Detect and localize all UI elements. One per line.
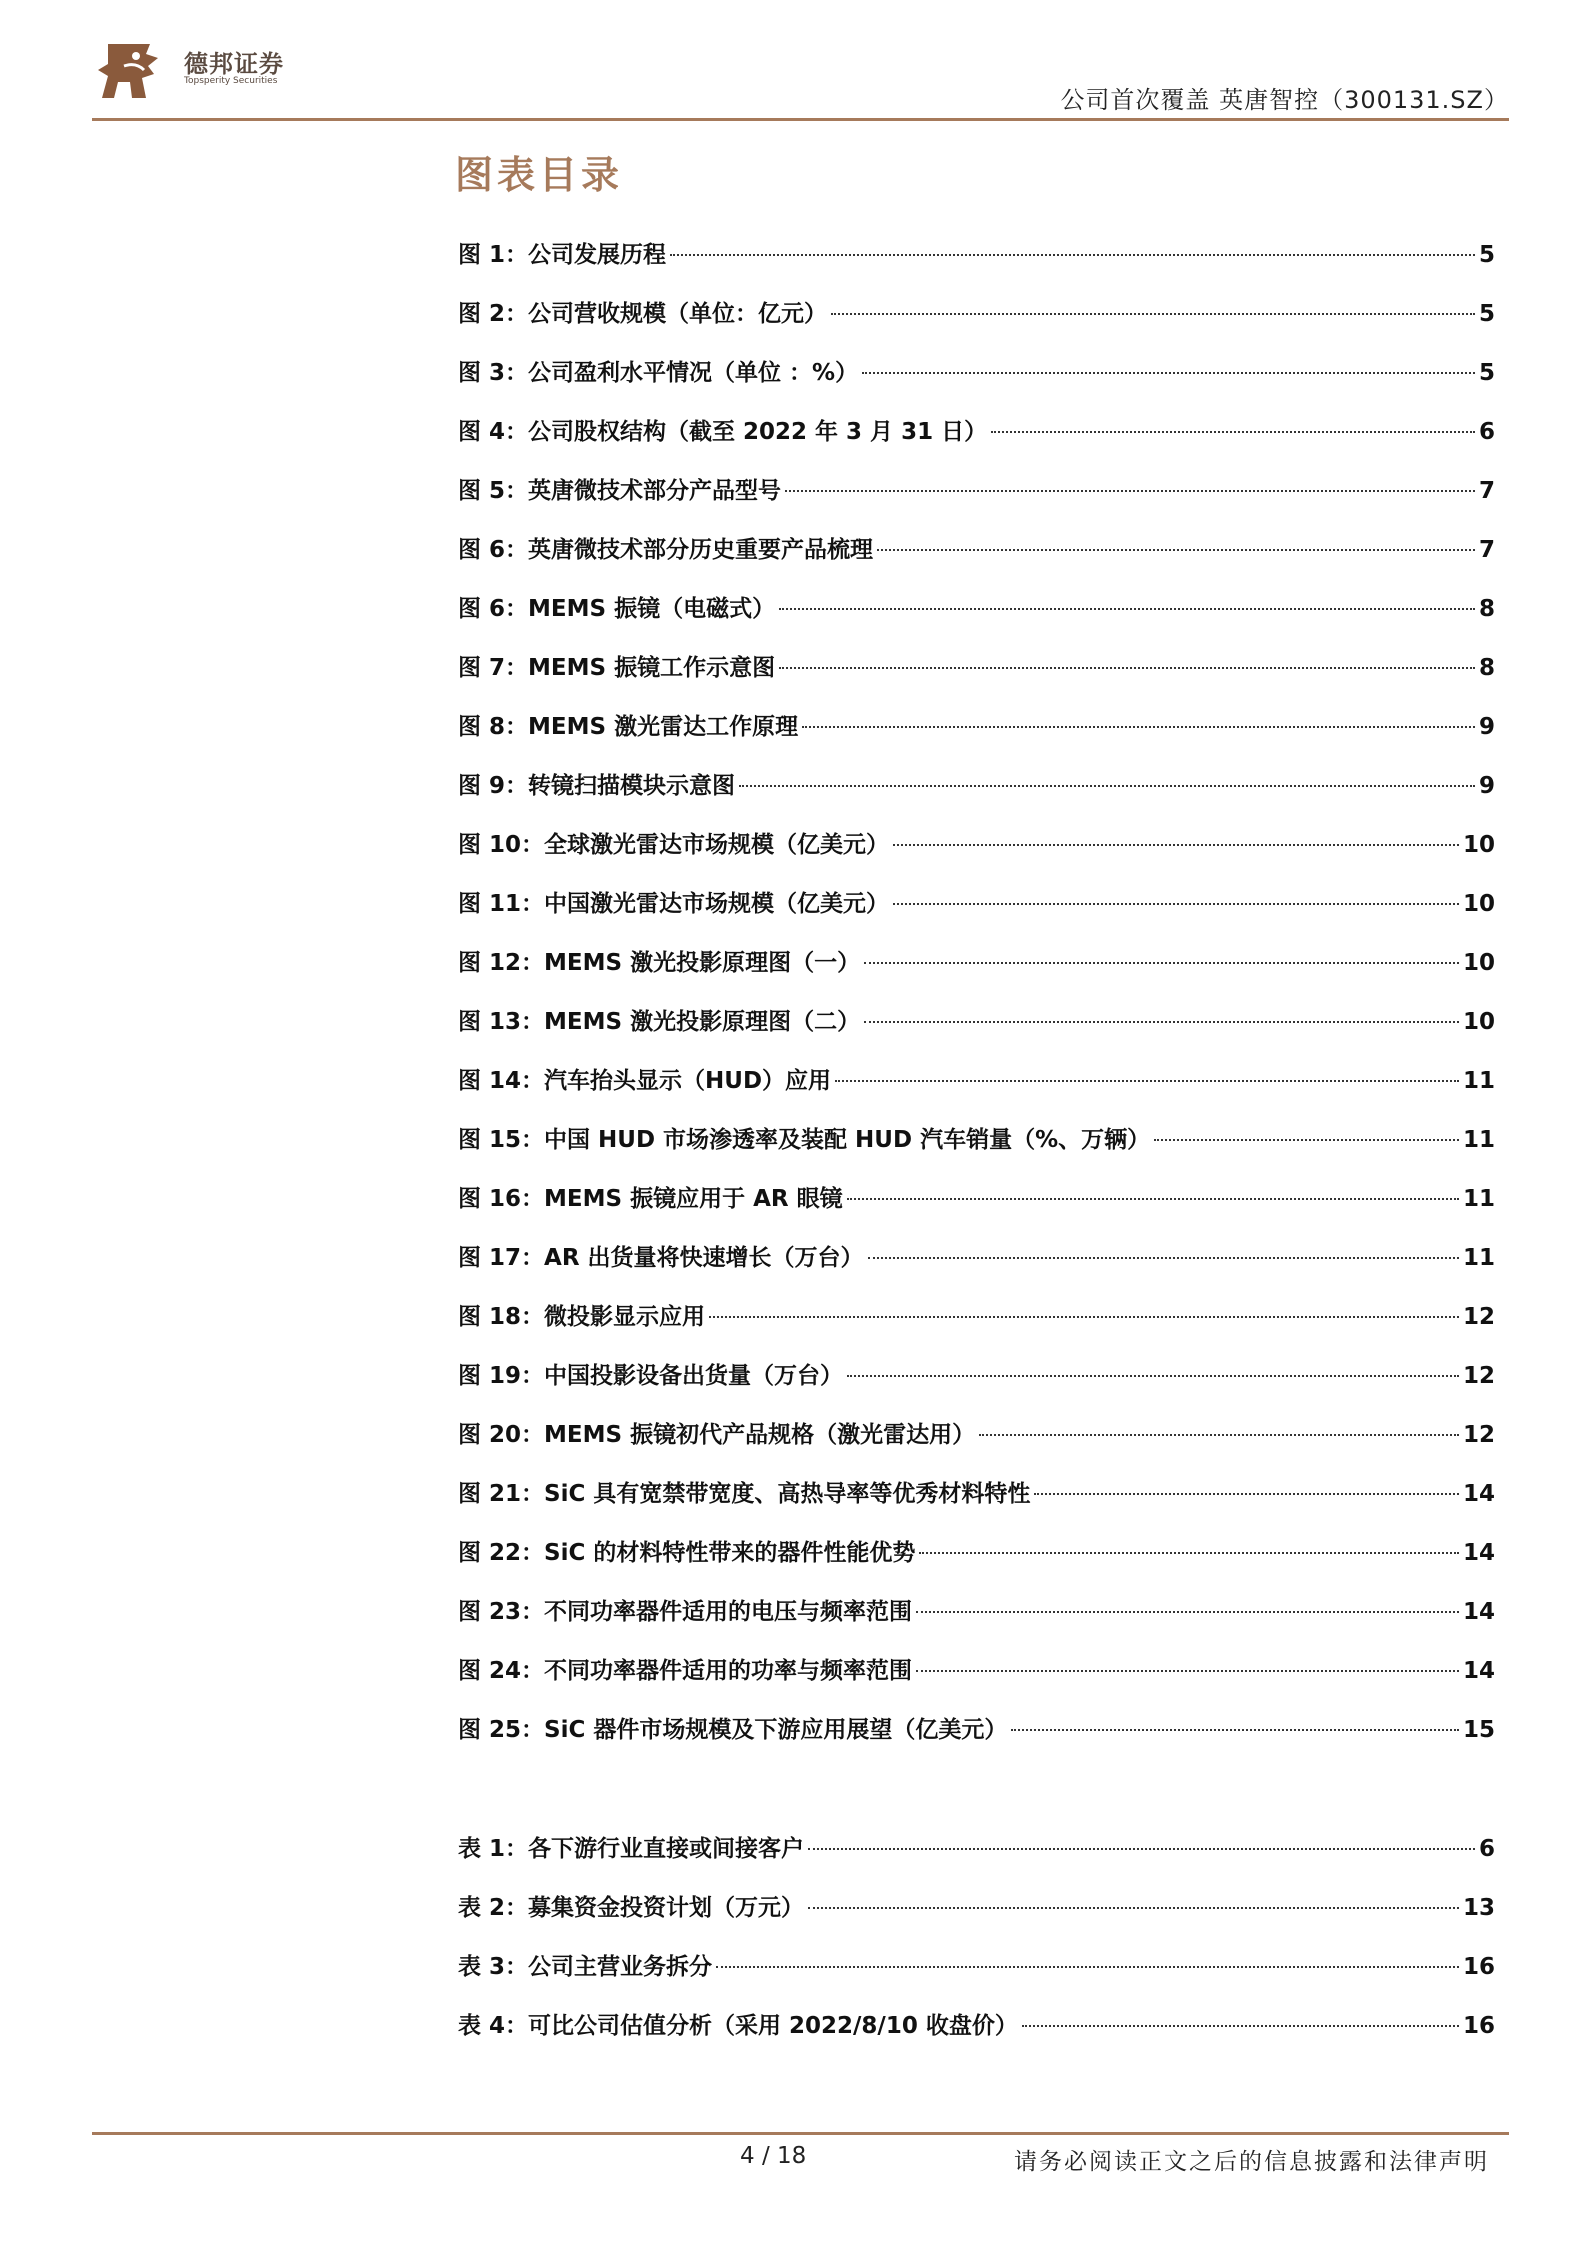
toc-leader-dots xyxy=(1022,2025,1459,2027)
toc-entry-label: 表 4：可比公司估值分析（采用 2022/8/10 收盘价） xyxy=(458,2013,1018,2039)
toc-leader-dots xyxy=(831,313,1475,315)
toc-leader-dots xyxy=(739,785,1475,787)
toc-entry[interactable] xyxy=(458,767,1495,826)
toc-entry[interactable] xyxy=(458,236,1495,295)
toc-leader-dots xyxy=(779,608,1475,610)
disclaimer-note: 请务必阅读正文之后的信息披露和法律声明 xyxy=(1014,2149,1489,2175)
toc-entry-page: 11 xyxy=(1462,1186,1495,1212)
toc-entry[interactable] xyxy=(458,413,1495,472)
toc-entry-page: 6 xyxy=(1478,419,1495,445)
toc-entry-page: 8 xyxy=(1478,655,1495,681)
toc-entry-page: 9 xyxy=(1478,714,1495,740)
toc-entry-label: 图 13：MEMS 激光投影原理图（二） xyxy=(458,1009,861,1035)
toc-entry[interactable] xyxy=(458,1062,1495,1121)
toc-entry-label: 图 14：汽车抬头显示（HUD）应用 xyxy=(458,1068,832,1094)
toc-entry-label: 图 24：不同功率器件适用的功率与频率范围 xyxy=(458,1658,913,1684)
toc-entry-page: 5 xyxy=(1478,242,1495,268)
toc-entry[interactable] xyxy=(458,354,1495,413)
toc-entry-label: 图 6：英唐微技术部分历史重要产品梳理 xyxy=(458,537,874,563)
toc-entry[interactable] xyxy=(458,1298,1495,1357)
toc-leader-dots xyxy=(716,1966,1459,1968)
toc-entry[interactable] xyxy=(458,531,1495,590)
toc-entry-page: 16 xyxy=(1462,2013,1495,2039)
toc-entry-page: 10 xyxy=(1462,950,1495,976)
toc-entry[interactable] xyxy=(458,472,1495,531)
toc-entry-page: 13 xyxy=(1462,1895,1495,1921)
toc-entry-label: 图 1：公司发展历程 xyxy=(458,242,667,268)
toc-leader-dots xyxy=(877,549,1475,551)
toc-entry-page: 6 xyxy=(1478,1836,1495,1862)
toc-entry-label: 图 25：SiC 器件市场规模及下游应用展望（亿美元） xyxy=(458,1717,1008,1743)
toc-entry[interactable] xyxy=(458,1534,1495,1593)
toc-entry-label: 图 6：MEMS 振镜（电磁式） xyxy=(458,596,776,622)
toc-entry[interactable] xyxy=(458,885,1495,944)
logo-name-cn: 德邦证券 xyxy=(184,50,284,78)
toc-entry-page: 14 xyxy=(1462,1599,1495,1625)
toc-entry[interactable] xyxy=(458,944,1495,1003)
toc-entry-label: 图 16：MEMS 振镜应用于 AR 眼镜 xyxy=(458,1186,843,1212)
toc-leader-dots xyxy=(785,490,1475,492)
toc-entry[interactable] xyxy=(458,1121,1495,1180)
toc-entry[interactable] xyxy=(458,295,1495,354)
toc-leader-dots xyxy=(847,1375,1459,1377)
toc-leader-dots xyxy=(1034,1493,1459,1495)
toc-entry-page: 5 xyxy=(1478,360,1495,386)
toc-entry[interactable] xyxy=(458,1003,1495,1062)
toc-entry-label: 图 7：MEMS 振镜工作示意图 xyxy=(458,655,776,681)
toc-entry-label: 图 15：中国 HUD 市场渗透率及装配 HUD 汽车销量（%、万辆） xyxy=(458,1127,1151,1153)
toc-entry[interactable] xyxy=(458,1416,1495,1475)
toc-entry-label: 图 10：全球激光雷达市场规模（亿美元） xyxy=(458,832,890,858)
toc-leader-dots xyxy=(919,1552,1459,1554)
toc-entry-page: 12 xyxy=(1462,1304,1495,1330)
toc-entry-label: 图 12：MEMS 激光投影原理图（一） xyxy=(458,950,861,976)
toc-entry-label: 图 2：公司营收规模（单位：亿元） xyxy=(458,301,828,327)
toc-leader-dots xyxy=(847,1198,1459,1200)
toc-entry[interactable] xyxy=(458,708,1495,767)
toc-leader-dots xyxy=(979,1434,1459,1436)
toc-leader-dots xyxy=(893,844,1459,846)
toc-entry-page: 10 xyxy=(1462,891,1495,917)
toc-entry[interactable] xyxy=(458,1239,1495,1298)
toc-entry-page: 14 xyxy=(1462,1481,1495,1507)
toc-entry-label: 图 22：SiC 的材料特性带来的器件性能优势 xyxy=(458,1540,916,1566)
toc-entry-page: 11 xyxy=(1462,1245,1495,1271)
toc-entry-label: 图 5：英唐微技术部分产品型号 xyxy=(458,478,782,504)
toc-leader-dots xyxy=(864,1021,1459,1023)
toc-entry-page: 10 xyxy=(1462,832,1495,858)
toc-entry-page: 10 xyxy=(1462,1009,1495,1035)
toc-leader-dots xyxy=(808,1907,1459,1909)
toc-leader-dots xyxy=(835,1080,1459,1082)
toc-entry[interactable] xyxy=(458,649,1495,708)
toc-entry-page: 9 xyxy=(1478,773,1495,799)
toc-leader-dots xyxy=(862,372,1475,374)
header-divider xyxy=(92,118,1509,121)
toc-entry-page: 14 xyxy=(1462,1658,1495,1684)
toc-entry-label: 图 4：公司股权结构（截至 2022 年 3 月 31 日） xyxy=(458,419,988,445)
company-logo xyxy=(88,36,288,106)
toc-entry[interactable] xyxy=(458,1180,1495,1239)
toc-entry[interactable] xyxy=(458,1711,1495,1770)
toc-entry-label: 图 19：中国投影设备出货量（万台） xyxy=(458,1363,844,1389)
toc-leader-dots xyxy=(916,1670,1459,1672)
toc-entry-page: 16 xyxy=(1462,1954,1495,1980)
toc-entry-label: 图 20：MEMS 振镜初代产品规格（激光雷达用） xyxy=(458,1422,976,1448)
toc-leader-dots xyxy=(916,1611,1459,1613)
toc-leader-dots xyxy=(802,726,1475,728)
toc-entry[interactable] xyxy=(458,1475,1495,1534)
toc-entry-label: 图 23：不同功率器件适用的电压与频率范围 xyxy=(458,1599,913,1625)
toc-leader-dots xyxy=(808,1848,1475,1850)
toc-entry-page: 7 xyxy=(1478,478,1495,504)
toc-leader-dots xyxy=(709,1316,1459,1318)
toc-entry-label: 图 9：转镜扫描模块示意图 xyxy=(458,773,736,799)
tables-toc-list xyxy=(458,1830,1495,2066)
toc-entry-page: 8 xyxy=(1478,596,1495,622)
header-doc-info: 公司首次覆盖 英唐智控（300131.SZ） xyxy=(1060,86,1509,114)
toc-leader-dots xyxy=(1154,1139,1459,1141)
toc-leader-dots xyxy=(670,254,1475,256)
toc-entry-label: 表 2：募集资金投资计划（万元） xyxy=(458,1895,805,1921)
toc-entry-label: 表 3：公司主营业务拆分 xyxy=(458,1954,713,1980)
toc-entry-page: 14 xyxy=(1462,1540,1495,1566)
page-title: 图表目录 xyxy=(455,152,624,197)
toc-leader-dots xyxy=(991,431,1475,433)
toc-leader-dots xyxy=(893,903,1459,905)
toc-entry-page: 7 xyxy=(1478,537,1495,563)
toc-entry[interactable] xyxy=(458,1889,1495,1948)
toc-entry-page: 12 xyxy=(1462,1422,1495,1448)
toc-entry-page: 11 xyxy=(1462,1127,1495,1153)
toc-entry[interactable] xyxy=(458,1948,1495,2007)
toc-entry-label: 图 17：AR 出货量将快速增长（万台） xyxy=(458,1245,864,1271)
page-number: 4 / 18 xyxy=(740,2143,807,2169)
toc-leader-dots xyxy=(868,1257,1459,1259)
toc-entry[interactable] xyxy=(458,1593,1495,1652)
toc-entry-label: 图 3：公司盈利水平情况（单位 ：%） xyxy=(458,360,859,386)
toc-entry-page: 12 xyxy=(1462,1363,1495,1389)
toc-entry[interactable] xyxy=(458,826,1495,885)
figures-toc-list xyxy=(458,236,1495,1770)
toc-entry[interactable] xyxy=(458,2007,1495,2066)
toc-entry-label: 图 8：MEMS 激光雷达工作原理 xyxy=(458,714,799,740)
toc-entry-page: 5 xyxy=(1478,301,1495,327)
toc-entry-label: 图 21：SiC 具有宽禁带宽度、高热导率等优秀材料特性 xyxy=(458,1481,1031,1507)
logo-name-en: Topsperity Securities xyxy=(184,76,278,86)
toc-entry-label: 图 18：微投影显示应用 xyxy=(458,1304,706,1330)
toc-entry[interactable] xyxy=(458,590,1495,649)
toc-leader-dots xyxy=(779,667,1475,669)
toc-leader-dots xyxy=(1011,1729,1459,1731)
toc-entry[interactable] xyxy=(458,1357,1495,1416)
toc-leader-dots xyxy=(864,962,1459,964)
toc-entry-page: 15 xyxy=(1462,1717,1495,1743)
toc-entry[interactable] xyxy=(458,1830,1495,1889)
footer-divider xyxy=(92,2132,1509,2135)
toc-entry-label: 图 11：中国激光雷达市场规模（亿美元） xyxy=(458,891,890,917)
toc-entry[interactable] xyxy=(458,1652,1495,1711)
toc-entry-page: 11 xyxy=(1462,1068,1495,1094)
logo-mark-icon xyxy=(88,36,178,106)
toc-entry-label: 表 1：各下游行业直接或间接客户 xyxy=(458,1836,805,1862)
